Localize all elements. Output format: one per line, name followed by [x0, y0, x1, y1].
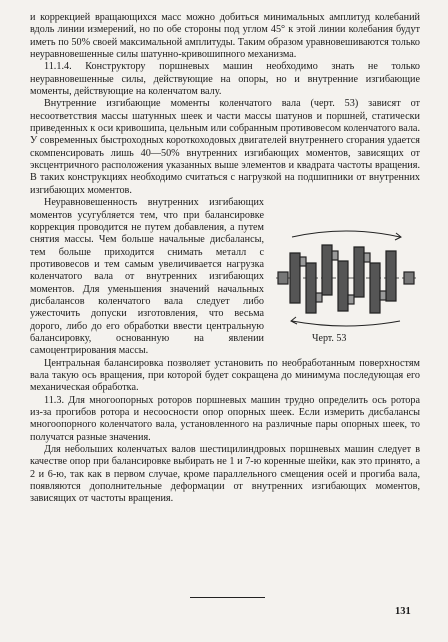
page-number: 131 — [395, 606, 411, 617]
footer-rule — [190, 597, 265, 598]
main-text — [30, 12, 420, 506]
figure-caption: Черт. 53 — [312, 333, 347, 345]
paragraph-unbalance: Неуравновешенность внутренних изгибающих моментов усугубляется тем, что при балансировке коррекция проводится не путем добавления, а путем снятия массы. Чем больше начальные дисбалансы, тем больше приходится снимать металл с противовесов и тем самым увеличивается нагрузка коленчатого вала от внутренних изгибающих моментов. Для уменьшения значений начальных дисбалансов коленчатого вала следует либо ужесточить допуски изготовления, что весьма дорого, либо до его обработки ввести центральную балансировку, основанную на явлении самоцентрирования массы. — [30, 197, 264, 357]
figure-53 — [272, 223, 420, 351]
paragraph-six-cylinder: Для небольших коленчатых валов шестицилиндровых поршневых машин следует в качестве опор при балансировке выбирать не 1 и 7-ю коренные шейки, как это принято, а 2 и 6-ю, так как в первом случае, кроме параллельного смещения осей и прогиба вала, появляются дополнительные деформации от внутренних изгибающих моментов, зависящих от частоты вращения. — [30, 444, 420, 505]
paragraph-bending-moments: Внутренние изгибающие моменты коленчатого вала (черт. 53) зависят от несоответствия массы шатунных шеек и части массы шатунов и поршней, статически приведенных к оси кривошипа, цельным или собранным противовесом коленчатого вала. У современных быстроходных короткоходовых двигателей внутреннего сгорания удается скомпенсировать лишь 40—50% внутренних изгибающих моментов, зависящих от эксцентричного расположения указанных выше элементов и квадрата частоты вращения. В таких конструкциях необходимо считаться с нагрузкой на подшипники от внутренних изгибающих моментов. — [30, 98, 420, 196]
paragraph-central-balancing: Центральная балансировка позволяет установить по необработанным поверхностям вала такую ось вращения, при которой будет сокращена до минимума последующая его механическая обработка. — [30, 357, 420, 394]
crankshaft-figure-icon — [272, 223, 420, 333]
text-with-figure — [30, 197, 420, 395]
paragraph-11-1-4: 11.1.4. Конструктору поршневых машин необходимо знать не только неуравновешенные силы, действующие на опоры, но и внутренние изгибающие моменты, действующие на коленчатом валу. — [30, 61, 420, 98]
paragraph-11-3: 11.3. Для многоопорных роторов поршневых машин трудно определить ось ротора из-за прогибов ротора и несоосности опор опорных шеек. Если измерить дисбалансы многоопорного коленчатого вала, установленного на различные пары опорных шеек, то получатся разные значения. — [30, 394, 420, 443]
paragraph-intro: и коррекцией вращающихся масс можно добиться минимальных амплитуд колебаний вдоль линии измерений, но по обе стороны под углом 45° к этой линии колебания будут иметь по 50% своей максимальной амплитуды. Таким образом уравновешиваются только неуравновешенные силы шатунно-кривошипного механизма. — [30, 12, 420, 61]
